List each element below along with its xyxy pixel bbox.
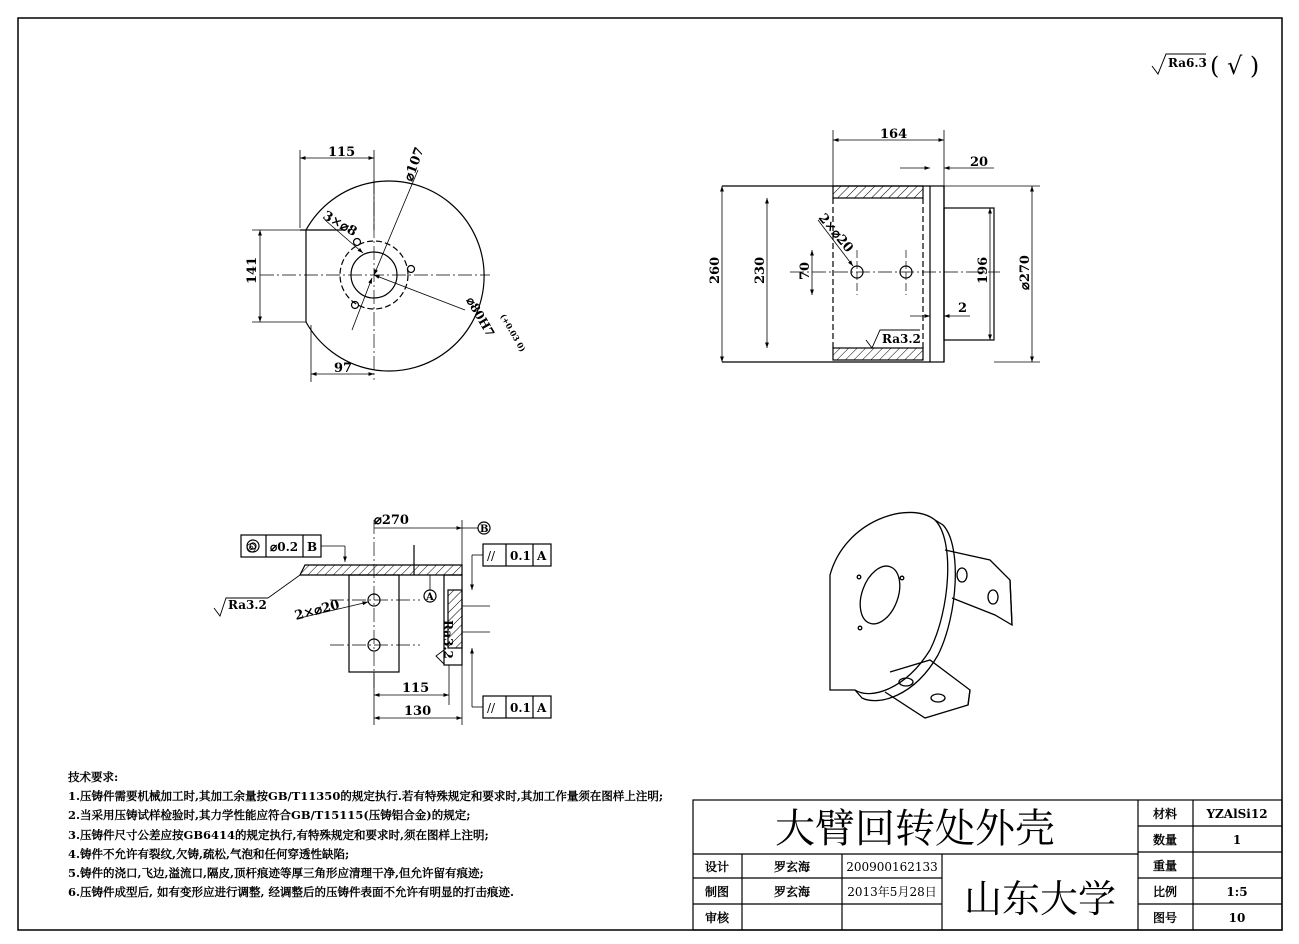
dim-front-dia107: ⌀107 — [401, 145, 428, 184]
label-weight: 重量 — [1152, 859, 1178, 873]
note-item: 4.铸件不允许有裂纹,欠铸,疏松,气泡和任何穿透性缺陷; — [68, 846, 350, 861]
dim-side-270: ⌀270 — [1018, 255, 1033, 290]
datum-b-label: B — [480, 524, 489, 535]
designer-name: 罗玄海 — [773, 860, 811, 874]
surface-roughness-rest: ( √ ) — [1210, 52, 1260, 80]
dim-top-270: ⌀270 — [374, 513, 409, 528]
front-outline — [306, 181, 484, 371]
datum-a-label: A — [426, 592, 434, 603]
label-dwg-no: 图号 — [1152, 911, 1178, 925]
dim-side-230: 230 — [753, 256, 768, 284]
front-view — [252, 150, 490, 382]
top-view — [214, 520, 551, 725]
dim-side-164: 164 — [880, 127, 908, 142]
dim-side-70: 70 — [798, 261, 813, 280]
dim-top-holes: 2×⌀20 — [293, 597, 342, 624]
fcf-parallel-1-symbol: // — [487, 549, 496, 563]
note-item: 6.压铸件成型后, 如有变形应进行调整, 经调整后的压铸件表面不允许有明显的打击痕迹. — [68, 885, 515, 900]
top-roughness-left: Ra3.2 — [228, 598, 267, 612]
side-view — [722, 130, 1040, 362]
side-view-dims — [708, 127, 1033, 346]
material-value: YZAlSi12 — [1206, 807, 1268, 821]
dim-side-196: 196 — [976, 256, 991, 284]
label-draw: 制图 — [704, 885, 730, 899]
dim-side-20: 20 — [970, 155, 989, 170]
label-check: 审核 — [704, 911, 730, 925]
dim-front-bore: ⌀80H7 — [463, 294, 498, 340]
fcf-concentricity-tol: ⌀0.2 — [270, 540, 299, 554]
organization: 山东大学 — [963, 877, 1117, 921]
dim-front-bore-tol: (+0.03 0) — [498, 312, 528, 354]
drawing-date: 2013年5月28日 — [847, 885, 937, 899]
dim-top-115: 115 — [402, 681, 430, 696]
dim-front-97: 97 — [334, 361, 353, 376]
side-roughness: Ra3.2 — [882, 332, 921, 346]
note-item: 2.当采用压铸试样检验时,其力学性能应符合GB/T15115(压铸铝合金)的规定; — [68, 808, 471, 823]
notes-heading: 技术要求: — [68, 770, 119, 784]
dim-front-115: 115 — [328, 145, 356, 160]
fcf-concentricity-ref: B — [307, 540, 318, 554]
label-scale: 比例 — [1152, 885, 1178, 899]
surface-finish-note — [1152, 52, 1259, 80]
dim-top-130: 130 — [404, 704, 432, 719]
fcf-parallel-1-tol: 0.1 — [510, 549, 531, 563]
part-name: 大臂回转处外壳 — [775, 806, 1055, 852]
technical-requirements — [68, 768, 663, 902]
dim-front-holes: 3×⌀8 — [320, 208, 360, 240]
note-item: 5.铸件的浇口,飞边,溢流口,隔皮,顶杆痕迹等厚三角形应清理干净,但允许留有痕迹; — [68, 865, 484, 880]
note-item: 3.压铸件尺寸公差应按GB6414的规定执行,有特殊规定和要求时,须在图样上注明; — [68, 827, 489, 842]
fcf-parallel-2-symbol: // — [487, 701, 496, 715]
title-block-text — [705, 806, 1268, 925]
dwg-no-value: 10 — [1228, 911, 1246, 925]
dim-side-holes: 2×⌀20 — [814, 210, 856, 256]
top-roughness-vert: Ra3.2 — [441, 620, 455, 659]
isometric-view — [830, 512, 1012, 718]
label-material: 材料 — [1152, 807, 1178, 821]
label-qty: 数量 — [1152, 833, 1178, 847]
fcf-parallel-2-tol: 0.1 — [510, 701, 531, 715]
front-view-dims — [245, 145, 528, 376]
design-id: 200900162133 — [846, 860, 938, 874]
qty-value: 1 — [1232, 833, 1242, 847]
fcf-parallel-1-ref: A — [537, 549, 547, 563]
dim-front-141: 141 — [245, 256, 260, 284]
note-item: 1.压铸件需要机械加工时,其加工余量按GB/T11350的规定执行.若有特殊规定和要求时,其加工作量须在图样上注明; — [68, 789, 664, 804]
label-design: 设计 — [704, 860, 730, 874]
fcf-parallel-2-ref: A — [537, 701, 547, 715]
surface-roughness-ra: Ra6.3 — [1168, 56, 1207, 70]
scale-value: 1:5 — [1226, 885, 1248, 899]
drafter-name: 罗玄海 — [773, 885, 811, 899]
dim-side-260: 260 — [708, 256, 723, 284]
fcf-concentricity-symbol: ◎ — [246, 540, 257, 554]
dim-side-2: 2 — [958, 301, 968, 316]
